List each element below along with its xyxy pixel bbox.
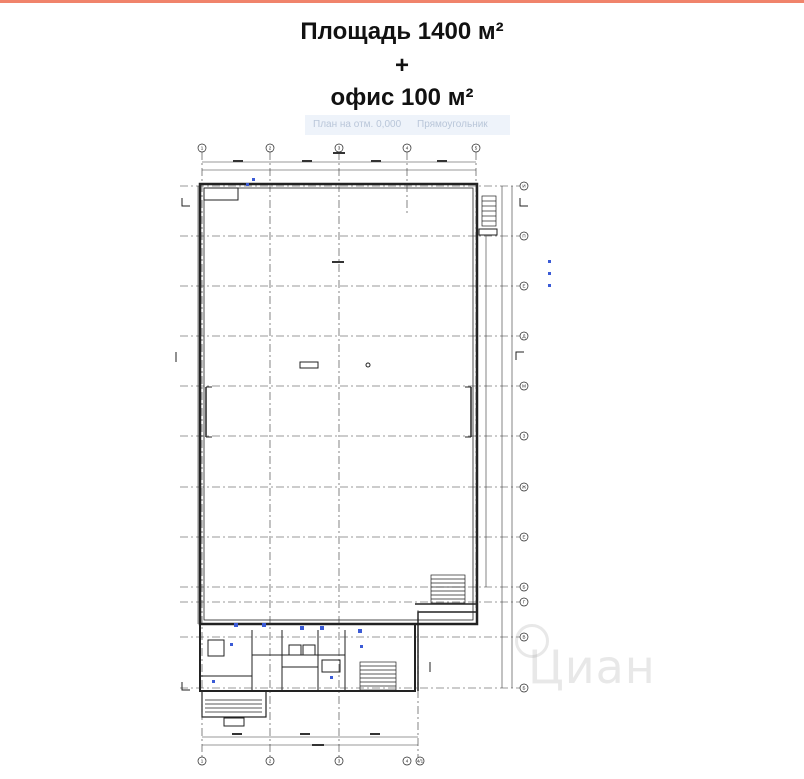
svg-text:В: В	[522, 634, 526, 640]
axis-bubble-right	[520, 232, 528, 240]
svg-text:Б: Б	[522, 584, 526, 590]
svg-text:Е: Е	[522, 534, 526, 540]
svg-text:2: 2	[268, 758, 272, 764]
axis-bubble-right	[520, 282, 528, 290]
axis-bubble-right	[520, 382, 528, 390]
annex-wall	[415, 604, 477, 691]
axis-bubble-bottom	[403, 757, 411, 765]
corner-stair	[482, 196, 496, 226]
axis-bubble-right	[520, 182, 528, 190]
axis-bubble-bottom	[266, 757, 274, 765]
title-area: Площадь 1400 м²	[300, 18, 504, 45]
svg-text:Е: Е	[522, 283, 526, 289]
title-plus: +	[394, 52, 409, 79]
blue-markers	[212, 178, 551, 683]
svg-text:И: И	[522, 183, 526, 189]
corner-label-box	[479, 229, 497, 235]
svg-text:1: 1	[200, 758, 204, 764]
ghost-shape: Прямоугольник	[417, 119, 488, 130]
svg-text:М: М	[522, 383, 526, 389]
axis-bubble-top	[198, 144, 206, 152]
axis-bubble-top	[266, 144, 274, 152]
section-markers	[176, 198, 528, 690]
axis-bubble-right	[520, 533, 528, 541]
axis-bubble-top	[403, 144, 411, 152]
watermark: Циан	[528, 640, 656, 694]
svg-text:1: 1	[200, 145, 204, 151]
dimension-lines	[198, 162, 512, 745]
porch-stair	[205, 700, 262, 712]
svg-text:3: 3	[337, 145, 341, 151]
annex-stair	[431, 575, 465, 603]
svg-text:Г: Г	[522, 599, 526, 605]
title-office: офис 100 м²	[330, 84, 474, 111]
axis-bubble-right	[520, 684, 528, 692]
axis-bubble-right	[520, 598, 528, 606]
axis-bubble-bottom	[416, 757, 424, 765]
axis-bubble-right	[520, 432, 528, 440]
office-stair	[360, 662, 396, 690]
svg-text:Ж: Ж	[521, 484, 527, 490]
top-left-room	[204, 188, 238, 200]
svg-text:4: 4	[405, 145, 409, 151]
svg-text:Д: Д	[522, 333, 526, 339]
axis-bubble-right	[520, 332, 528, 340]
svg-text:5: 5	[474, 145, 478, 151]
svg-text:4: 4	[405, 758, 409, 764]
ghost-label: План на отм. 0,000	[313, 119, 402, 130]
hall-inner-wall	[204, 188, 473, 620]
axis-bubble-bottom	[335, 757, 343, 765]
hall-label-box	[300, 362, 318, 368]
axis-bubble-top	[335, 144, 343, 152]
hall-outer-wall	[200, 184, 477, 624]
axis-bubble-right	[520, 483, 528, 491]
axis-bubble-right	[520, 583, 528, 591]
vertical-axes	[202, 152, 476, 757]
svg-text:Б: Б	[522, 685, 526, 691]
svg-text:3: 3	[337, 758, 341, 764]
axis-bubble-top	[472, 144, 480, 152]
office-block-wall	[200, 624, 415, 691]
svg-text:4/1: 4/1	[416, 758, 424, 764]
svg-text:З: З	[522, 433, 526, 439]
svg-text:2: 2	[268, 145, 272, 151]
axis-bubble-bottom	[198, 757, 206, 765]
svg-text:П: П	[522, 233, 526, 239]
porch-label-box	[224, 718, 244, 726]
